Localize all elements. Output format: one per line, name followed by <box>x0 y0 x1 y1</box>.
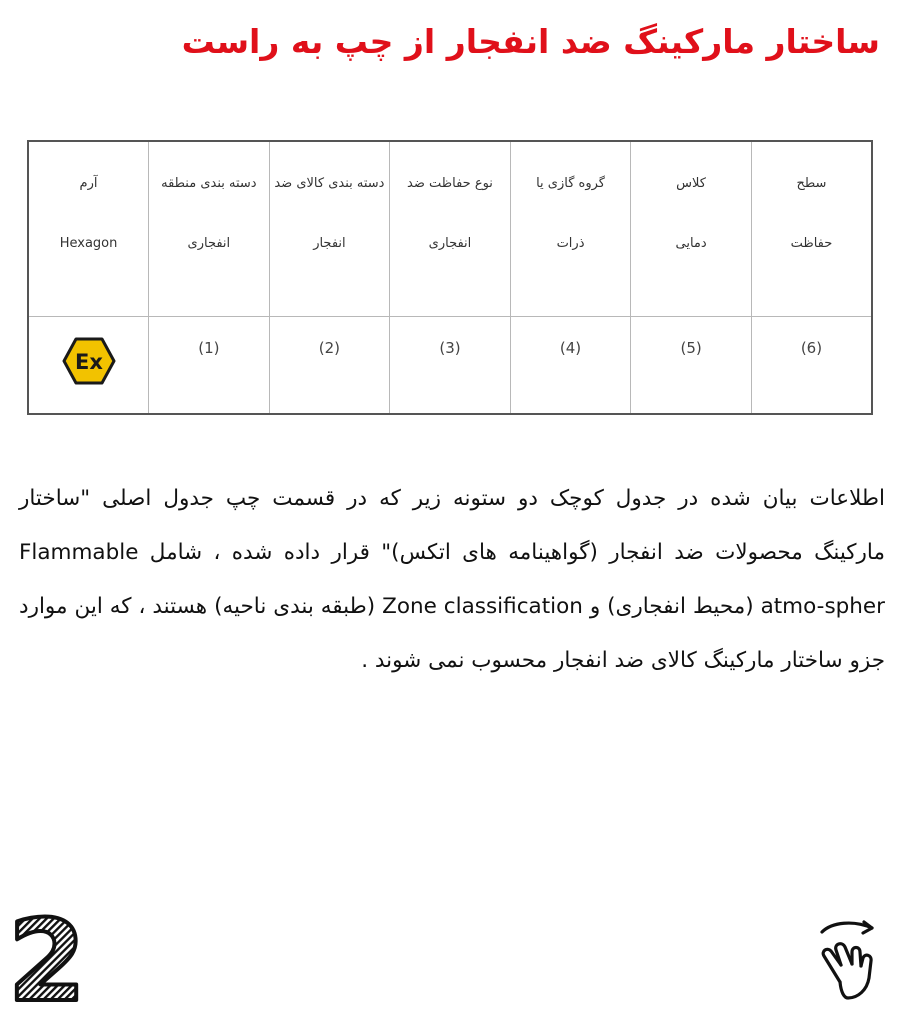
header-temperature-class: کلاس دمایی <box>631 141 752 317</box>
header-hexagon-logo: آرم Hexagon <box>28 141 149 317</box>
marking-structure-table <box>27 140 873 415</box>
explanation-paragraph: اطلاعات بیان شده در جدول کوچک دو ستونه زیر که در قسمت چپ جدول اصلی "ساختار مارکینگ محصولات ضد انفجار (گواهینامه های اتکس)" قرار داده شده ، شامل Flammable atmo-spher (محیط انفجاری) و Zone classification (طبقه بندی ناحیه) هستند ، که این موارد جزو ساختار مارکینگ کالای ضد انفجار محسوب نمی شوند . <box>19 486 885 673</box>
header-protection-level: سطح حفاظت <box>751 141 872 317</box>
header-protection-type: نوع حفاظت ضد انفجاری <box>390 141 511 317</box>
header-gas-group: گروه گازی یا ذرات <box>510 141 631 317</box>
svg-text:Ex: Ex <box>74 350 103 374</box>
number-cell-5: (5) <box>631 317 752 415</box>
number-cell-6: (6) <box>751 317 872 415</box>
header-zone-category: دسته بندی منطقه انفجاری <box>149 141 270 317</box>
table-number-row <box>28 317 872 415</box>
page-number <box>6 908 88 1008</box>
table-header-row <box>28 141 872 317</box>
page-title: ساختار مارکینگ ضد انفجار از چپ به راست <box>181 22 880 61</box>
number-cell-2: (2) <box>269 317 390 415</box>
svg-text:2: 2 <box>8 908 86 1008</box>
number-cell-4: (4) <box>510 317 631 415</box>
ex-hexagon-icon <box>62 337 116 385</box>
number-cell-1: (1) <box>149 317 270 415</box>
number-cell-3: (3) <box>390 317 511 415</box>
header-equipment-category: دسته بندی کالای ضد انفجار <box>269 141 390 317</box>
swipe-hand-icon <box>814 920 886 1002</box>
ex-logo-cell <box>28 317 149 415</box>
